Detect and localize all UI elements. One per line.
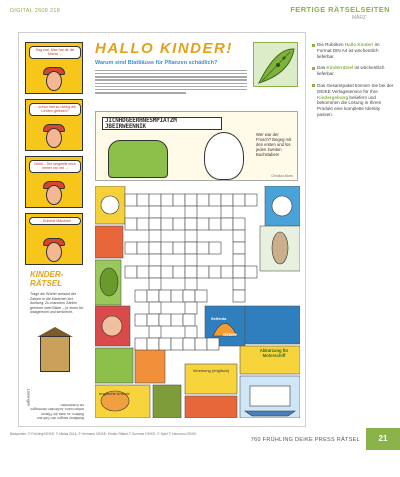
tower-illustration [40, 336, 70, 372]
hello-kinder-title: HALLO KINDER! [95, 40, 233, 57]
letter-sign: JICNHDGEERHNESMPIATZM JBEIRWEENNIK [102, 117, 222, 130]
kinderraetsel-title [30, 270, 63, 288]
comic-panel [25, 213, 83, 265]
comic-strip [25, 42, 83, 267]
kid-face [46, 185, 62, 205]
speech-bubble: ... schon mal so richtig die Leviten gelesen? [29, 103, 81, 116]
crocodile-figure [108, 140, 168, 178]
puzzle-label: englische Anrede [99, 391, 130, 396]
leaf-illustration [253, 42, 298, 87]
hello-kinder-question: Warum sind Blattläuse für Pflanzen schädlich? [95, 60, 218, 66]
speech-bubble: Sag mal, Max hat dir die Mama ... [29, 46, 81, 59]
kid-face [46, 128, 62, 148]
solution-label: Lösungen [26, 388, 32, 407]
sidebar-bullet: Das Gesamtpaket können Sie bei der DEIKE Verlagsservice für Ihre Kindergebung beliefern und bekommen die Lösung in Ihrem Produkt eine komplette Identity passen. [312, 83, 394, 118]
picture-crossword [95, 186, 300, 418]
hello-kinder-body [95, 68, 247, 104]
comic-panel [25, 99, 83, 151]
sidebar-bullet: Das Kinderrätsel ist wöchentlich lieferbar. [312, 65, 394, 77]
header-edition: DIGITAL 2608 218 [10, 8, 61, 14]
upside-down-solution: Blattläuse saugen den Saft aus Blättern, so dass die Pflanze welken kann. Außerdem übertragen sie Krankheiten. [30, 403, 84, 420]
image-credits: Bildquellen: © Frühling/DEIKE; © Niklas 2014; © Hermann DEIKE; Kinder-Rätsel © Sommer DEIKE; © Spiel © Hermann DEIKE [10, 432, 197, 436]
kinderraetsel-title-line: KINDER- [30, 270, 64, 279]
comic-panel [25, 42, 83, 94]
speech-bubble: Nööö – Die langweilt mich immer nur mit ... [29, 160, 81, 173]
kid-face [46, 242, 62, 262]
header-section-title: FERTIGE RÄTSELSEITEN [290, 5, 390, 14]
puzzle-label: Vereinung (englisch) [192, 368, 230, 373]
cartoon-credit: Christian Alicek [271, 174, 293, 178]
puzzle-label: Seifenla [211, 316, 227, 321]
kinderraetsel-instructions: Trage die Wörter anhand der Zahlen in die Kästchen ein! Achtung: Zu manchen Zahlen gehören zwei Bilder – je einen für waagerecht und senkrecht. [30, 292, 84, 315]
product-info-sidebar [312, 42, 394, 124]
crossword-art [95, 186, 300, 418]
header-month: MÄRZ [351, 15, 366, 21]
puzzle-label: Abkürzung für Motorschiff [259, 348, 289, 358]
sidebar-bullet: Die Rubriken Hallo Kinder! im Format DIN A4 ist wöchentlich lieferbar. [312, 42, 394, 59]
comic-panel [25, 156, 83, 208]
speech-bubble: ... Grimms Märchen! [29, 217, 81, 225]
page-number: 21 [366, 428, 400, 450]
cartoon-caption: Wer war der Frosch? Begeg mit den ersten und los jeden zweiten Buchstaben! [256, 132, 292, 157]
frog-riddle-cartoon [95, 111, 298, 181]
puzzle-label: Ostsee [223, 332, 237, 337]
kid-face [46, 71, 62, 91]
footer-publisher: 760 FRÜHLING DEIKE PRESS RÄTSEL [250, 437, 360, 443]
dog-figure [204, 132, 244, 180]
kinderraetsel-title-line: RÄTSEL [30, 279, 62, 288]
